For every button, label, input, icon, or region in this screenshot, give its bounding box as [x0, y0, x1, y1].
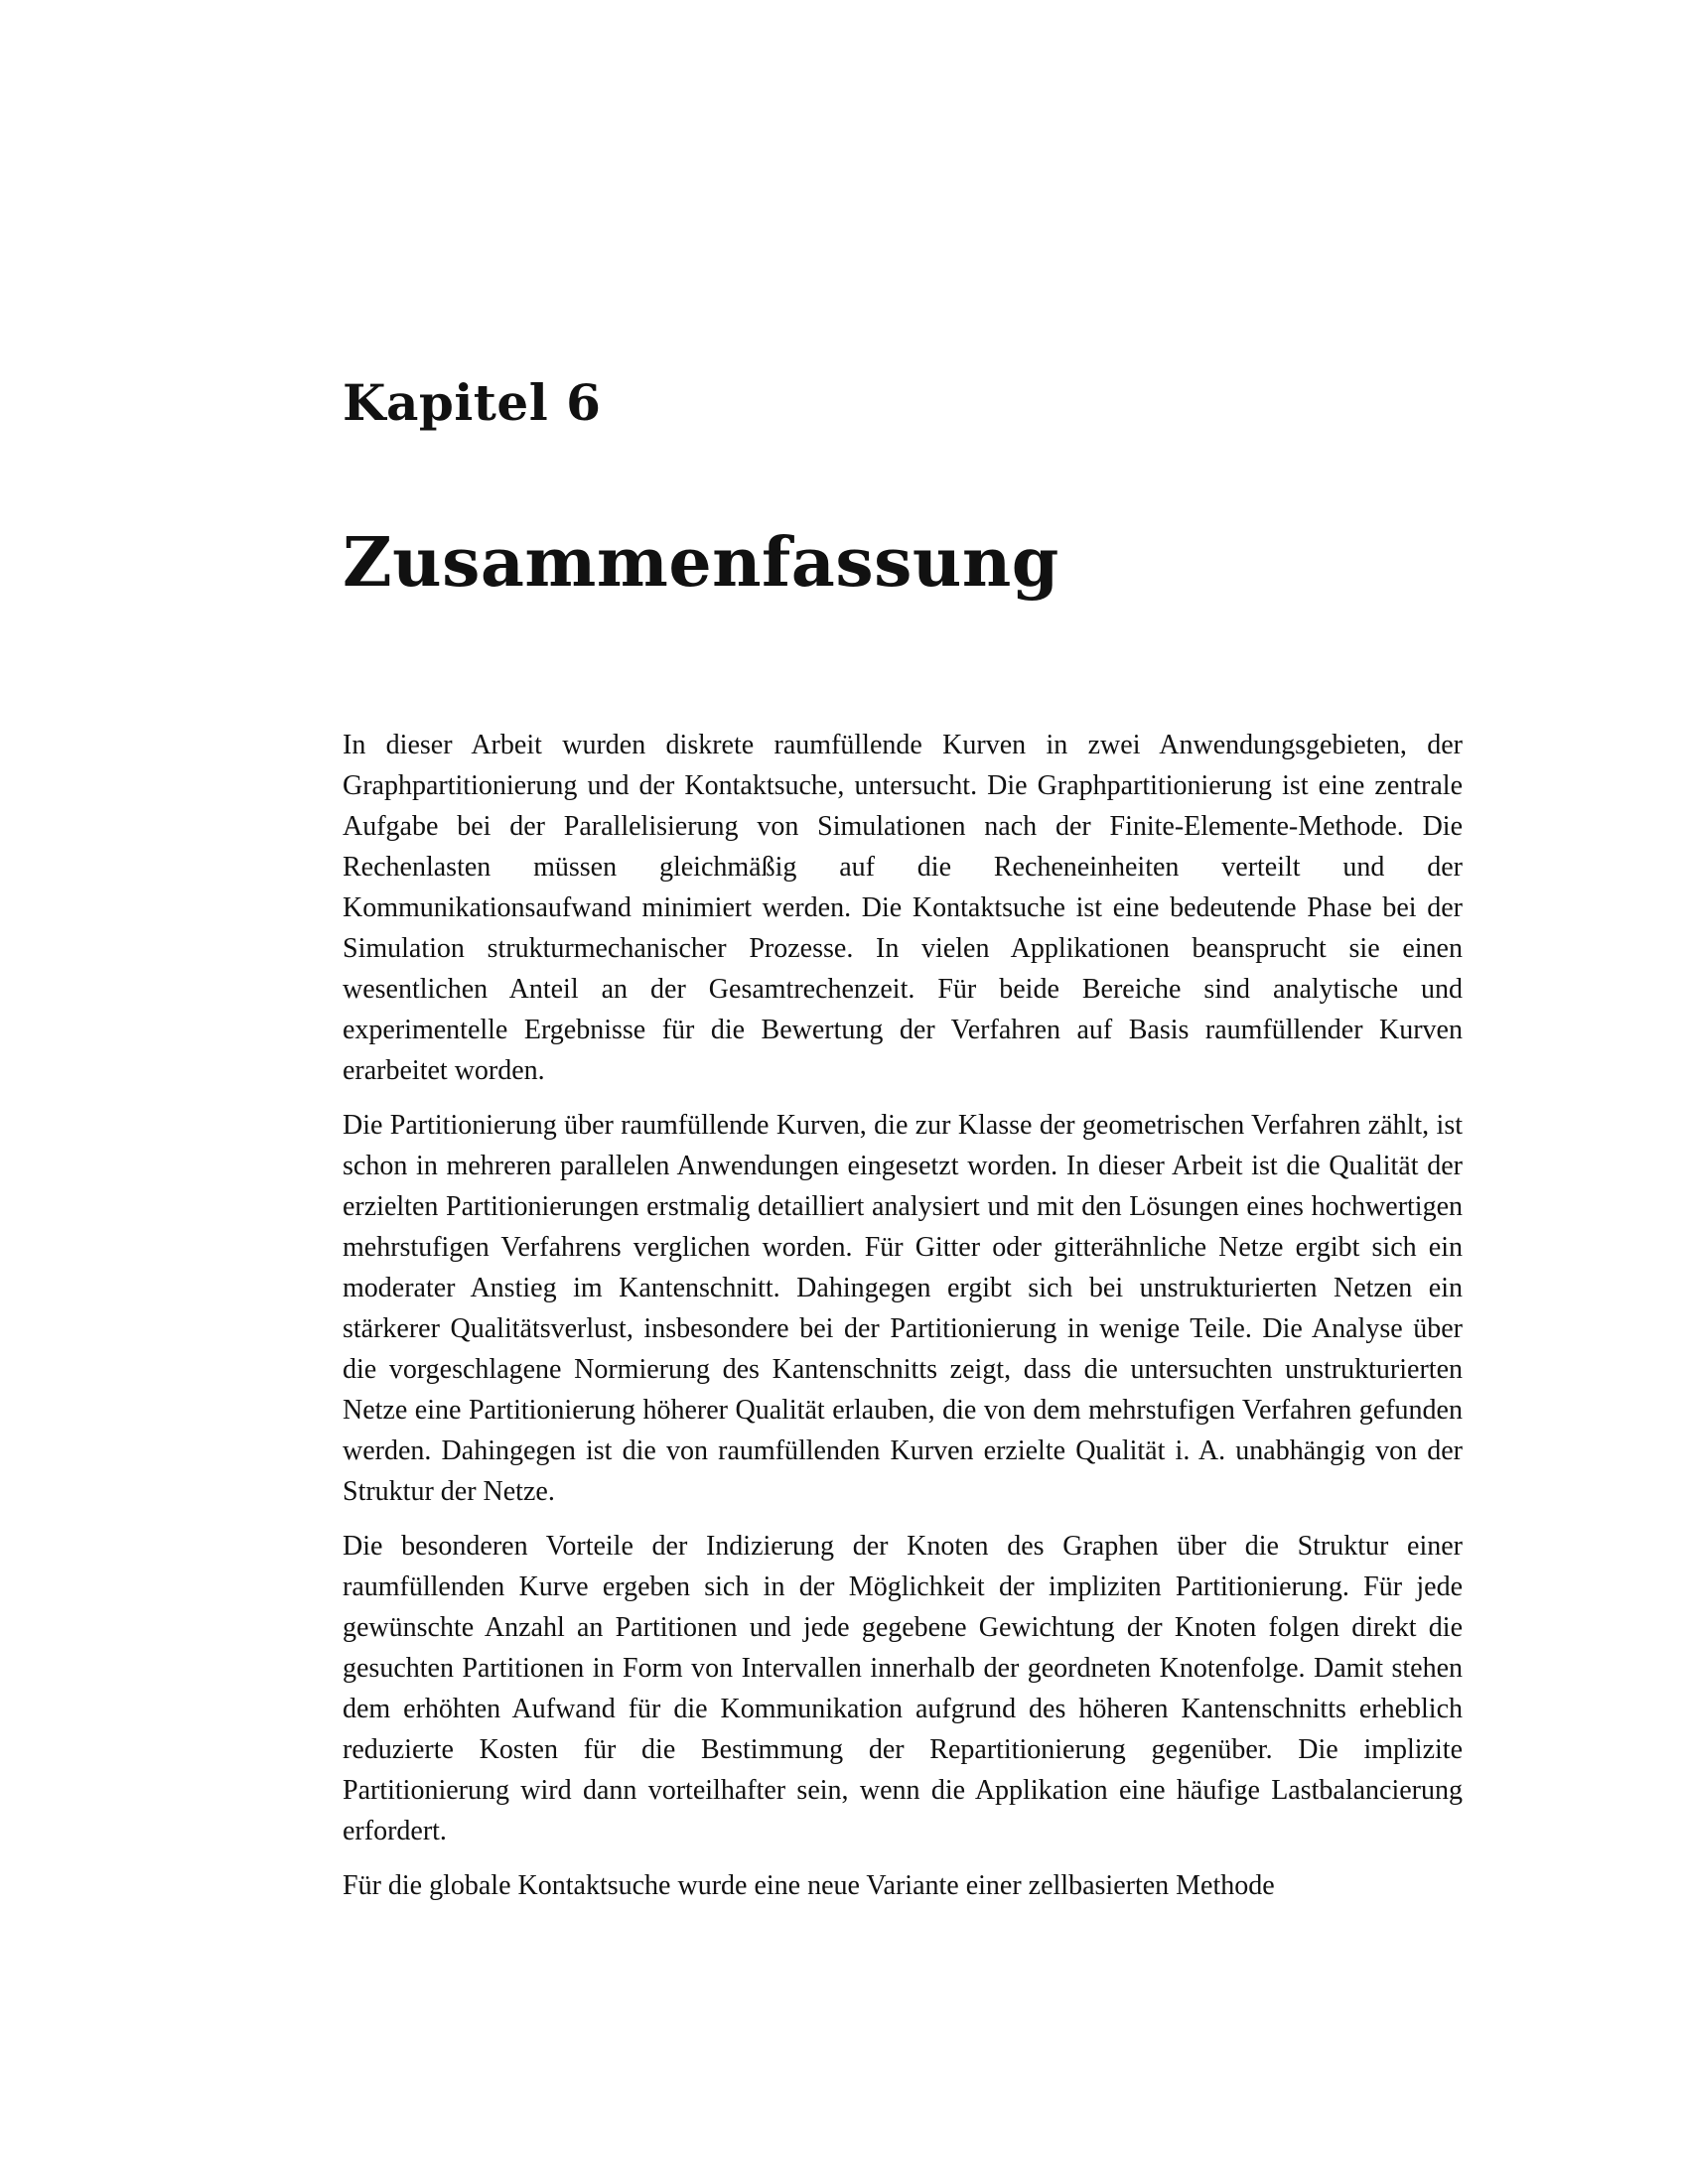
paragraph: Die besonderen Vorteile der Indizierung der Knoten des Graphen über die Struktur einer raumfüllenden Kurve ergeben sich in der Möglichkeit der impliziten Partitionierung. Für jede gewünschte Anzahl an Partitionen und jede gegebene Gewichtung der Knoten folgen direkt die gesuchten Partitionen in Form von Intervallen innerhalb der geordneten Knotenfolge. Damit stehen dem erhöhten Aufwand für die Kommunikation aufgrund des höheren Kantenschnitts erheblich reduzierte Kosten für die Bestimmung der Repartitionierung gegenüber. Die implizite Partitionierung wird dann vorteilhafter sein, wenn die Applikation eine häufige Lastbalancierung erfordert.: [343, 1531, 1463, 1846]
paragraph: In dieser Arbeit wurden diskrete raumfüllende Kurven in zwei Anwendungsgebieten, der Graphpartitionierung und der Kontaktsuche, untersucht. Die Graphpartitionierung ist eine zentrale Aufgabe bei der Parallelisierung von Simulationen nach der Finite-Elemente-Methode. Die Rechenlasten müssen gleichmäßig auf die Recheneinheiten verteilt und der Kommunikationsaufwand minimiert werden. Die Kontaktsuche ist eine bedeutende Phase bei der Simulation strukturmechanischer Prozesse. In vielen Applikationen beansprucht sie einen wesentlichen Anteil an der Gesamtrechenzeit. Für beide Bereiche sind analytische und experimentelle Ergebnisse für die Bewertung der Verfahren auf Basis raumfüllender Kurven erarbeitet worden.: [343, 730, 1463, 1086]
paragraph: Die Partitionierung über raumfüllende Kurven, die zur Klasse der geometrischen Verfahren zählt, ist schon in mehreren parallelen Anwendungen eingesetzt worden. In dieser Arbeit ist die Qualität der erzielten Partitionierungen erstmalig detailliert analysiert und mit den Lösungen eines hochwertigen mehrstufigen Verfahrens verglichen worden. Für Gitter oder gitterähnliche Netze ergibt sich ein moderater Anstieg im Kantenschnitt. Dahingegen ergibt sich bei unstrukturierten Netzen ein stärkerer Qualitätsverlust, insbesondere bei der Partitionierung in wenige Teile. Die Analyse über die vorgeschlagene Normierung des Kantenschnitts zeigt, dass die untersuchten unstrukturierten Netze eine Partitionierung höherer Qualität erlauben, die von dem mehrstufigen Verfahren gefunden werden. Dahingegen ist die von raumfüllenden Kurven erzielte Qualität i. A. unabhängig von der Struktur der Netze.: [343, 1110, 1463, 1507]
chapter-title: Zusammenfassung: [343, 523, 1059, 603]
paragraph: Für die globale Kontaktsuche wurde eine neue Variante einer zellbasierten Methode: [343, 1870, 1275, 1901]
body-text: [343, 725, 1463, 1920]
chapter-number: Kapitel 6: [343, 373, 602, 432]
